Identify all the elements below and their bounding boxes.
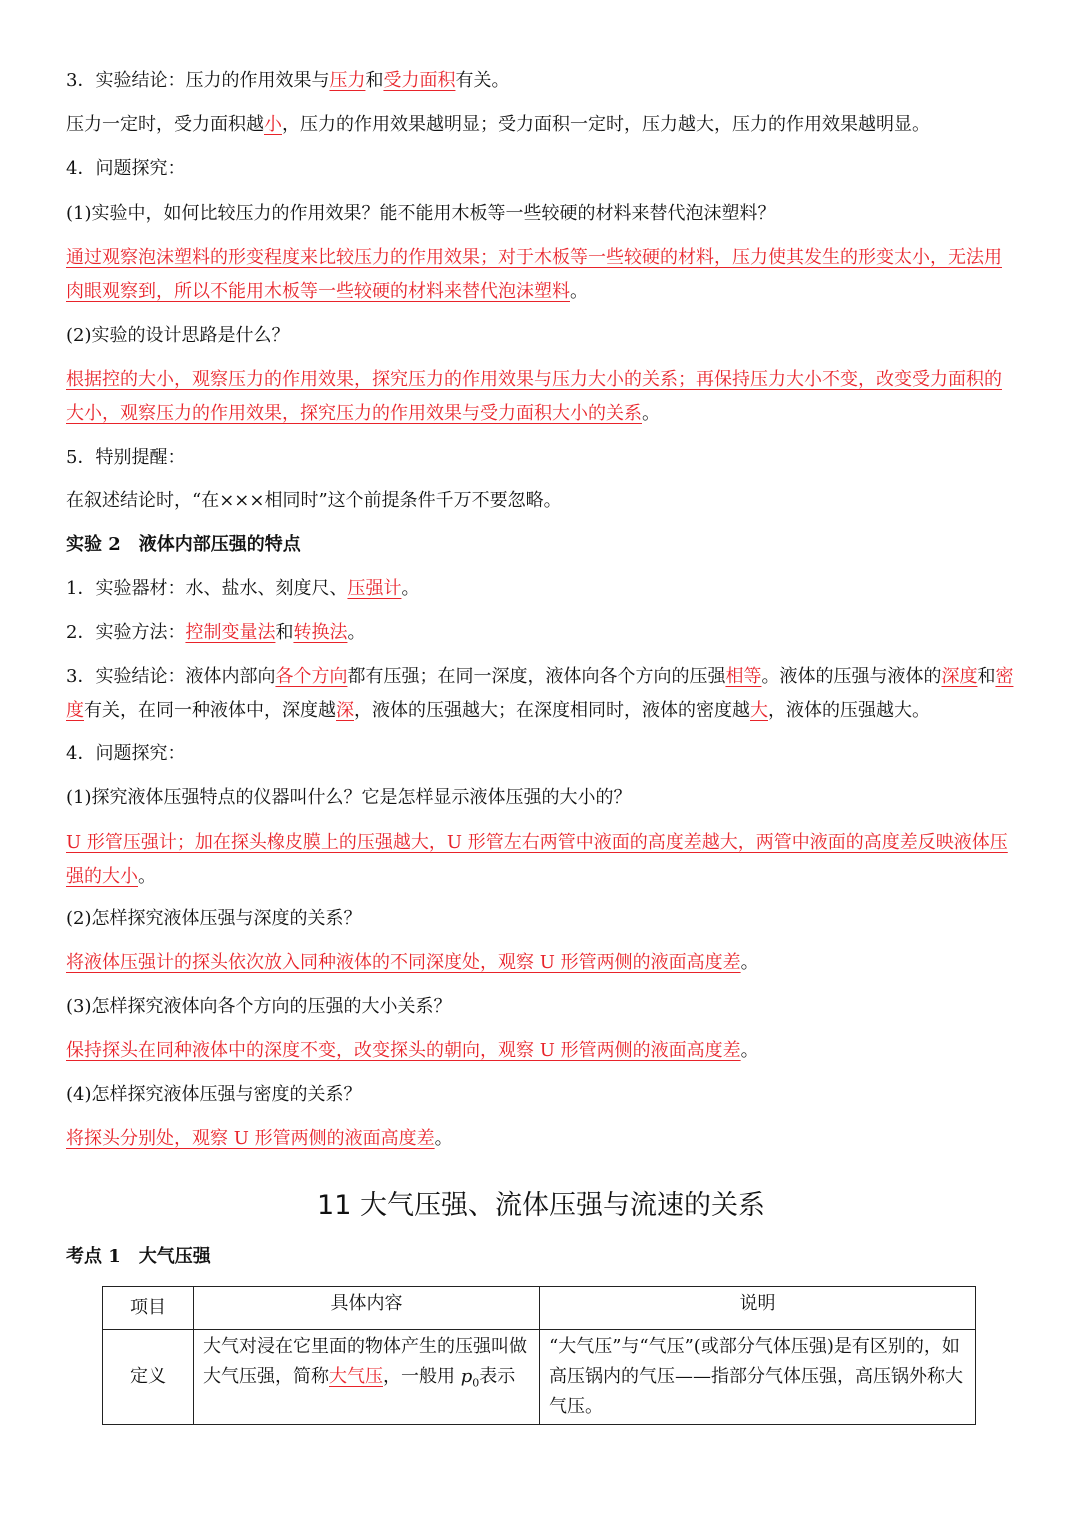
answer-1: 通过观察泡沫塑料的形变程度来比较压力的作用效果；对于木板等一些较硬的材料，压力使其发生的形变太小，无法用肉眼观察到，所以不能用木板等一些较硬的材料来替代泡沫塑料。 <box>66 247 1002 302</box>
liquid-conclusion: 3．实验结论：液体内部向各个方向都有压强；在同一深度，液体向各个方向的压强相等。液体的压强与液体的深度和密度有关，在同一种液体中，深度越深，液体的压强越大；在深度相同时，液体的密度越大，液体的压强越大。 <box>66 666 1014 721</box>
header-content: 具体内容 <box>194 1287 540 1330</box>
equipment-line: 1．实验器材：水、盐水、刻度尺、压强计。 <box>66 578 420 599</box>
chapter-title: 11 大气压强、流体压强与流速的关系 <box>317 1190 765 1221</box>
reminder-text: 在叙述结论时，“在×××相同时”这个前提条件千万不要忽略。 <box>66 490 562 511</box>
header-notes: 说明 <box>540 1287 976 1330</box>
table-row <box>103 1330 976 1425</box>
question-1: (1)实验中，如何比较压力的作用效果？能不能用木板等一些较硬的材料来替代泡沫塑料？ <box>66 203 776 224</box>
question-2-1: (1)探究液体压强特点的仪器叫什么？它是怎样显示液体压强的大小的？ <box>66 787 632 808</box>
question-2-2: (2)怎样探究液体压强与深度的关系？ <box>66 908 362 929</box>
question-2-3: (3)怎样探究液体向各个方向的压强的大小关系？ <box>66 996 452 1017</box>
table-header-row <box>103 1287 976 1330</box>
reminder-heading: 5．特别提醒： <box>66 447 186 468</box>
key-point-1: 考点 1 大气压强 <box>66 1246 211 1267</box>
answer-2-4: 将探头分别处，观察 U 形管两侧的液面高度差。 <box>66 1128 453 1149</box>
question-2-4: (4)怎样探究液体压强与密度的关系？ <box>66 1084 362 1105</box>
row-label-definition: 定义 <box>103 1330 194 1425</box>
conclusion-line-2: 压力一定时，受力面积越小，压力的作用效果越明显；受力面积一定时，压力越大，压力的作用效果越明显。 <box>66 114 930 135</box>
atmospheric-pressure-table <box>102 1286 976 1425</box>
conclusion-line-1: 3．实验结论：压力的作用效果与压力和受力面积有关。 <box>66 70 510 91</box>
answer-2: 根据控的大小，观察压力的作用效果，探究压力的作用效果与压力大小的关系；再保持压力大小不变，改变受力面积的大小，观察压力的作用效果，探究压力的作用效果与受力面积大小的关系。 <box>66 369 1002 424</box>
inquiry-heading-2: 4．问题探究： <box>66 743 186 764</box>
answer-2-1: U 形管压强计；加在探头橡皮膜上的压强越大，U 形管左右两管中液面的高度差越大，两管中液面的高度差反映液体压强的大小。 <box>66 832 1008 887</box>
definition-notes: “大气压”与“气压”(或部分气体压强)是有区别的，如高压锅内的气压——指部分气体压强，高压锅外称大气压。 <box>540 1330 976 1425</box>
header-item: 项目 <box>103 1287 194 1330</box>
question-2: (2)实验的设计思路是什么？ <box>66 325 290 346</box>
definition-content: 大气对浸在它里面的物体产生的压强叫做大气压强，简称大气压，一般用 $p_0$表示 <box>194 1330 540 1425</box>
answer-2-3: 保持探头在同种液体中的深度不变，改变探头的朝向，观察 U 形管两侧的液面高度差。 <box>66 1040 759 1061</box>
method-line: 2．实验方法：控制变量法和转换法。 <box>66 622 366 643</box>
answer-2-2: 将液体压强计的探头依次放入同种液体的不同深度处，观察 U 形管两侧的液面高度差。 <box>66 952 759 973</box>
inquiry-heading: 4．问题探究： <box>66 158 186 179</box>
experiment-2-title: 实验 2 液体内部压强的特点 <box>66 534 301 555</box>
